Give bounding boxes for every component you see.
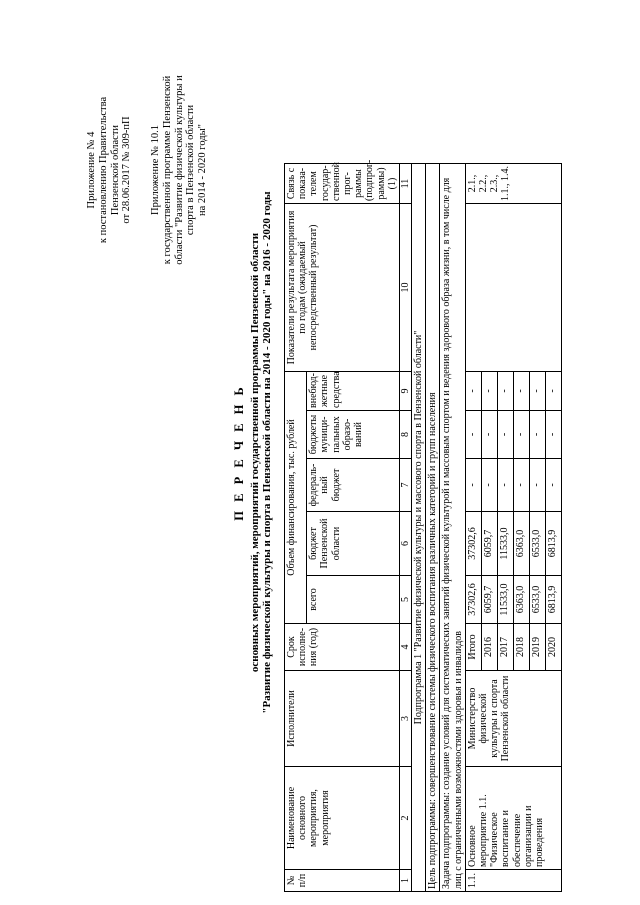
- cell-offbudget: -: [545, 372, 561, 411]
- column-number: 11: [399, 164, 411, 204]
- header-funding: Объем финансирования, тыс. рублей: [285, 372, 307, 624]
- header-municipal: бюджеты муници-пальных образо-ваний: [307, 411, 400, 459]
- header-total: всего: [307, 576, 400, 624]
- cell-year: 2019: [529, 624, 545, 671]
- appendix-program-line: спорта в Пензенской области: [185, 104, 197, 236]
- cell-federal: -: [545, 459, 561, 512]
- appendix-main-line: Приложение № 4: [86, 131, 97, 209]
- cell-regional: 11533,0: [497, 512, 513, 576]
- header-name: Наименование основного мероприятия, мероприятия: [285, 767, 400, 870]
- subprogram-goal: Цель подпрограммы: совершенствование системы физического воспитания различных категорий и групп населения: [426, 164, 440, 892]
- appendix-main-block: [86, 20, 133, 320]
- appendix-program-line: Приложение № 10.1: [150, 125, 161, 215]
- row-link-codes: 2.1., 2.2., 2.3., 1.1., 1.4.: [465, 164, 561, 204]
- appendix-program-line: на 2014 - 2020 годы": [197, 124, 208, 216]
- header-term: Срок исполне-ния (год): [285, 624, 400, 671]
- row-executor: Министерство физической культуры и спорта Пензенской области: [465, 671, 561, 767]
- appendix-main-line: от 28.06.2017 № 309-пП: [121, 116, 133, 224]
- cell-offbudget: -: [529, 372, 545, 411]
- appendix-main-line: Пензенской области: [109, 124, 121, 216]
- cell-offbudget: -: [465, 372, 481, 411]
- header-regional: бюджет Пензенской области: [307, 512, 400, 576]
- heading-title: П Е Р Е Ч Е Н Ь: [232, 384, 246, 521]
- cell-total: 6059,7: [481, 576, 497, 624]
- cell-municipal: -: [481, 411, 497, 459]
- column-number: 1: [399, 870, 411, 892]
- cell-federal: -: [465, 459, 481, 512]
- cell-total: 6813,9: [545, 576, 561, 624]
- heading-program-name: "Развитие физической культуры и спорта в Пензенской области на 2014 - 2020 годы" на 2016 - 2020 годы: [261, 191, 274, 714]
- activities-table: [284, 0, 562, 892]
- column-number: 8: [399, 411, 411, 459]
- cell-regional: 6059,7: [481, 512, 497, 576]
- cell-year: 2020: [545, 624, 561, 671]
- cell-federal: -: [481, 459, 497, 512]
- column-number: 7: [399, 459, 411, 512]
- header-result: Показатели результата мероприятия по годам (ожидаемый непосредственный результат): [285, 204, 400, 372]
- column-number: 4: [399, 624, 411, 671]
- cell-municipal: -: [465, 411, 481, 459]
- appendix-program-block: [150, 20, 209, 320]
- cell-total: 6533,0: [529, 576, 545, 624]
- row-result: [465, 204, 561, 372]
- cell-year: 2017: [497, 624, 513, 671]
- cell-regional: 37302,6: [465, 512, 481, 576]
- header-link: Связь с показа-телем государ-ственной прог-раммы (подпрог-раммы) (1): [285, 164, 400, 204]
- row-name: Основное мероприятие 1.1. "Физическое воспитание и обеспечение организации и проведения: [465, 767, 561, 870]
- cell-total: 6363,0: [513, 576, 529, 624]
- column-number: 6: [399, 512, 411, 576]
- cell-year: 2018: [513, 624, 529, 671]
- subprogram-title: Подпрограмма 1 "Развитие физической культуры и массового спорта в Пензенской области": [412, 164, 426, 892]
- cell-regional: 6813,9: [545, 512, 561, 576]
- column-number: 5: [399, 576, 411, 624]
- cell-regional: 6533,0: [529, 512, 545, 576]
- cell-regional: 6363,0: [513, 512, 529, 576]
- cell-municipal: -: [529, 411, 545, 459]
- header-federal: федераль-ный бюджет: [307, 459, 400, 512]
- subprogram-task: Задача подпрограммы: создание условий для систематических занятий физической культурой и массовым спортом и ведения здорового образа жизни, в том числе для лиц с ограниченными возможностями здоровья и инвалидов: [440, 164, 465, 892]
- cell-total: 37302,6: [465, 576, 481, 624]
- row-num: 1.1.: [465, 870, 561, 892]
- cell-municipal: -: [497, 411, 513, 459]
- task-row: [440, 0, 465, 892]
- header-offbudget: внебюд-жетные средства: [307, 372, 400, 411]
- column-number: 2: [399, 767, 411, 870]
- cell-federal: -: [513, 459, 529, 512]
- cell-offbudget: -: [513, 372, 529, 411]
- blank-area: [285, 0, 400, 164]
- cell-federal: -: [529, 459, 545, 512]
- appendix-program-line: к государственной программе Пензенской: [161, 75, 173, 265]
- column-number: 3: [399, 671, 411, 767]
- header-executor: Исполнители: [285, 671, 400, 767]
- column-number: 10: [399, 204, 411, 372]
- column-numbers-row: [399, 0, 411, 892]
- cell-federal: -: [497, 459, 513, 512]
- appendix-main-line: к постановлению Правительства: [97, 96, 109, 244]
- document-heading: [232, 0, 274, 905]
- cell-municipal: -: [545, 411, 561, 459]
- goal-row: [426, 0, 440, 892]
- cell-year: 2016: [481, 624, 497, 671]
- table-row: [465, 0, 481, 892]
- table-header-row: [285, 0, 307, 892]
- cell-municipal: -: [513, 411, 529, 459]
- heading-subtitle: основных мероприятий, мероприятий государственной программы Пензенской области: [249, 232, 261, 673]
- cell-offbudget: -: [481, 372, 497, 411]
- cell-total: 11533,0: [497, 576, 513, 624]
- header-num: № п/п: [285, 870, 400, 892]
- cell-year: Итого: [465, 624, 481, 671]
- column-number: 9: [399, 372, 411, 411]
- subprogram-row: [412, 0, 426, 892]
- cell-offbudget: -: [497, 372, 513, 411]
- appendix-program-line: области "Развитие физической культуры и: [173, 75, 185, 265]
